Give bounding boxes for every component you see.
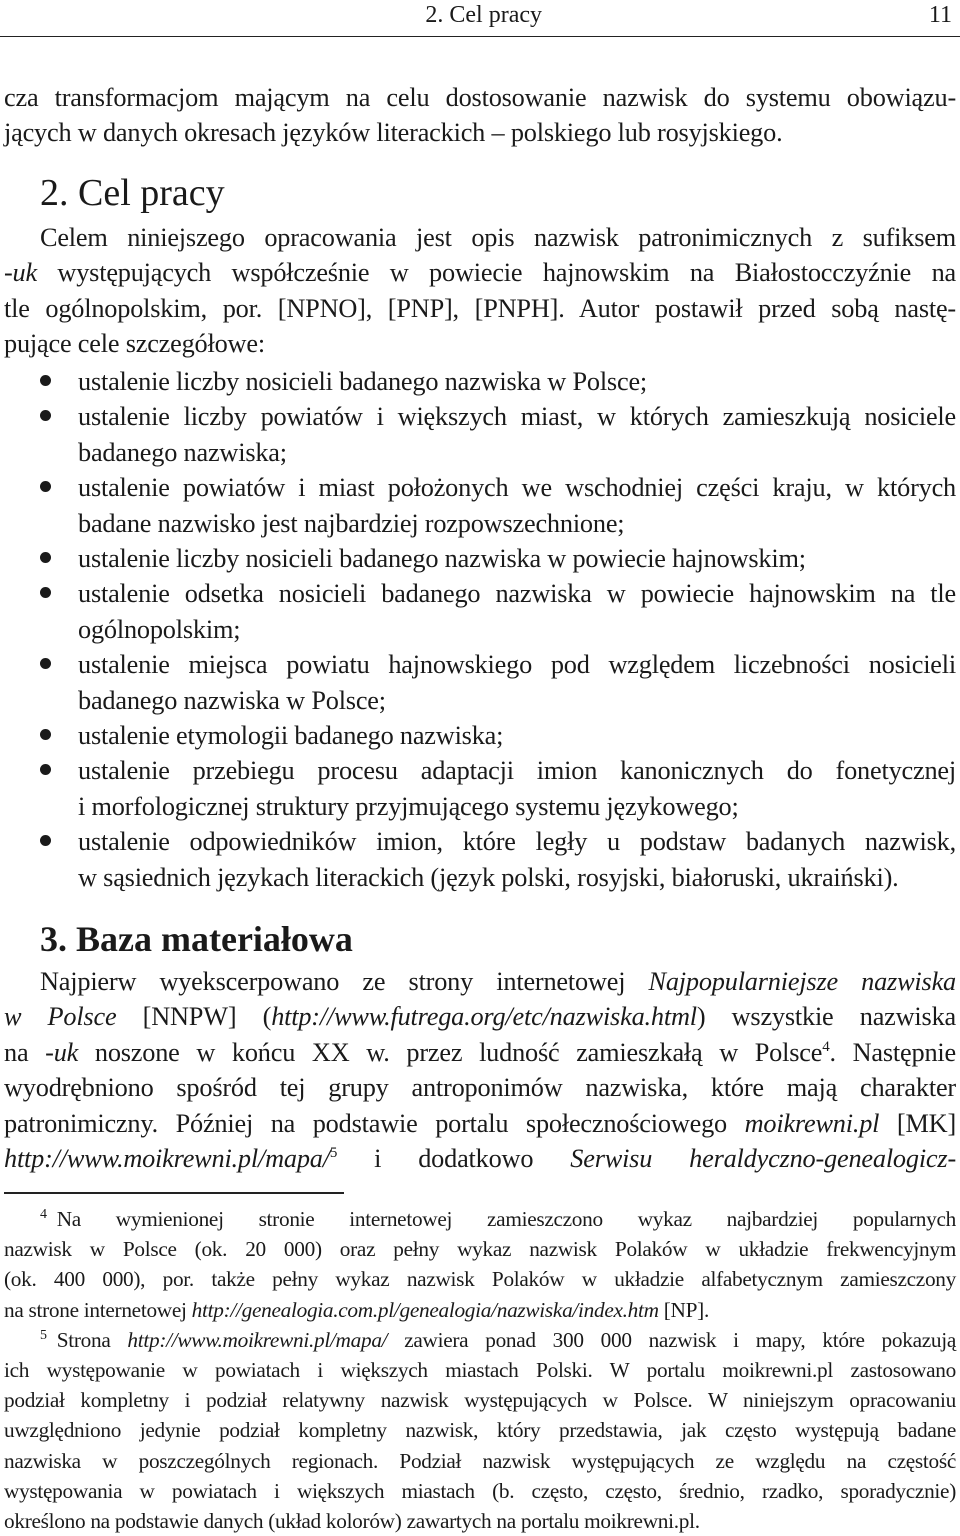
text-fragment: i dodatkowo [337,1144,571,1174]
footnote-number: 4 [40,1207,47,1222]
url-link: http://genealogia.com.pl/genealogia/nazwiska/index.htm [191,1297,659,1322]
text-line [4,1035,956,1070]
list-item-text: ustalenie odpowiedników imion, które legły u podstaw badanych nazwisk, [78,827,956,857]
section-3-paragraph [4,964,956,1176]
footnotes [4,1204,956,1536]
text-fragment: Na wymienionej stronie internetowej zamieszczono wykaz najbardziej popularnych [56,1207,956,1231]
text-fragment: [NP]. [658,1297,709,1322]
intro-paragraph [4,80,956,151]
text-fragment: zawiera ponad 300 000 nazwisk i mapy, które pokazują [387,1327,956,1352]
suffix-term: -uk [45,1037,79,1067]
footnote-ref: 4 [822,1038,830,1055]
list-item-text: ustalenie miejsca powiatu hajnowskiego pod względem liczebności nosicieli [78,650,956,680]
footnote-number: 5 [40,1327,47,1343]
url-link: http://www.futrega.org/etc/nazwiska.html [271,1002,697,1032]
text-fragment: ) wszystkie nazwiska [696,1002,956,1032]
list-item-text: ustalenie odsetka nosicieli badanego nazwiska w powiecie hajnowskim na tle [78,579,956,609]
section-heading: 2. Cel pracy [40,172,225,214]
footnote-line [4,1204,956,1234]
footnote-line: nazwiska w poszczególnych regionach. Podział nazwisk występujących ze względu na częstość [4,1448,956,1473]
source-title: w Polsce [4,1002,117,1032]
text-fragment: noszone w końcu XX w. przez ludność zamieszkałą w Polsce [78,1037,823,1067]
text-fragment: [NNPW] ( [116,1002,272,1032]
section-heading: 3. Baza materiałowa [40,919,353,959]
list-item-text: ustalenie etymologii badanego nazwiska; [78,721,504,751]
footnote-line: uwzględniono jedynie podział kompletny nazwisk, który przedstawia, jak często występują badane [4,1418,956,1443]
text-line [4,255,956,290]
list-item [4,541,956,576]
bullet-icon [40,375,51,386]
text-line [4,1141,956,1176]
list-item [4,576,956,647]
text-fragment: patronimiczny. Później na podstawie portalu społecznościowego [4,1108,745,1138]
list-item-text: ustalenie liczby powiatów i większych miast, w których zamieszkują nosiciele [78,402,956,432]
list-item [4,753,956,824]
text-fragment: występujących współcześnie w powiecie hajnowskim na Białostocczyźnie na [36,258,956,288]
footnote-line: ich występowanie w powiatach i większych miastach Polski. W portalu moikrewni.pl zastosowano [4,1358,956,1383]
bullet-icon [40,410,51,421]
text-line: tle ogólnopolskim, por. [NPNO], [PNP], [PNPH]. Autor postawił przed sobą nastę- [4,293,956,323]
footnote-line: podział kompletny i podział relatywny nazwisk występujących w Polsce. W niniejszym opracowaniu [4,1388,956,1413]
list-item [4,647,956,718]
running-header [0,0,960,37]
text-line [4,999,956,1034]
running-header-title: 2. Cel pracy [425,2,542,28]
list-item-text: ustalenie liczby nosicieli badanego nazwiska w Polsce; [78,367,648,396]
list-item-text: badanego nazwiska; [78,437,287,467]
source-title: Najpopularniejsze nazwiska [648,967,956,996]
footnote-line: nazwisk w Polsce (ok. 20 000) oraz pełny wykaz nazwisk Polaków w układzie frekwencyjnym [4,1237,956,1262]
bullet-icon [40,764,51,775]
text-line: Celem niniejszego opracowania jest opis nazwisk patronimicznych z sufiksem [40,223,956,252]
list-item-text: badanego nazwiska w Polsce; [78,685,386,715]
text-fragment: na strone internetowej [4,1297,192,1322]
page-number: 11 [928,2,952,28]
footnote-line: (ok. 400 000), por. także pełny wykaz nazwisk Polaków w układzie alfabetycznym zamieszczony [4,1267,956,1292]
text-fragment: Najpierw wyekscerpowano ze strony internetowej [40,967,649,996]
source-title: Serwisu heraldyczno-genealogicz- [570,1144,956,1174]
bullet-icon [40,729,51,740]
text-fragment: Strona [56,1327,128,1352]
url-link: http://www.moikrewni.pl/mapa/ [4,1144,330,1174]
text-line [4,964,956,999]
footnote-line [4,1325,956,1355]
list-item-text: i morfologicznej struktury przyjmującego systemu językowego; [78,791,739,821]
bullet-icon [40,658,51,669]
footnote-ref: 5 [329,1145,338,1162]
goals-list [4,364,956,895]
footnote-line [4,1295,956,1325]
bullet-icon [40,481,51,492]
list-item [4,470,956,541]
list-item-text: w sąsiednich językach literackich (język polski, rosyjski, białoruski, ukraiński). [78,862,899,892]
text-line [4,1106,956,1141]
text-line: jących w danych okresach języków literackich – polskiego lub rosyjskiego. [4,118,783,148]
bullet-icon [40,835,51,846]
footnote-divider [4,1192,344,1194]
section-2-paragraph [4,220,956,362]
list-item [4,824,956,895]
list-item-text: ustalenie przebiegu procesu adaptacji imion kanonicznych do fonetycznej [78,756,956,786]
footnote-line: określono na podstawie danych (układ kolorów) zawartych na portalu moikrewni.pl. [4,1509,700,1534]
url-link: http://www.moikrewni.pl/mapa/ [127,1327,388,1352]
suffix-term: -uk [4,258,37,288]
list-item [4,364,956,399]
text-line: pujące cele szczegółowe: [4,329,265,359]
text-fragment: na [4,1037,46,1067]
text-fragment: . Następnie [829,1037,956,1067]
list-item [4,399,956,470]
text-line: wyodrębniono spośród tej grupy antroponimów nazwiska, które mają charakter [4,1073,956,1103]
source-title: moikrewni.pl [744,1108,880,1138]
list-item-text: badane nazwisko jest najbardziej rozpowszechnione; [78,508,625,538]
bullet-icon [40,587,51,598]
list-item-text: ustalenie liczby nosicieli badanego nazwiska w powiecie hajnowskim; [78,544,806,574]
bullet-icon [40,552,51,563]
list-item-text: ogólnopolskim; [78,614,241,644]
list-item-text: ustalenie powiatów i miast położonych we wschodniej części kraju, w których [78,473,956,503]
footnote-line: występowania w powiatach i większych miastach (b. często, często, średnio, rzadko, sporadycznie) [4,1478,956,1503]
text-line: cza transformacjom mającym na celu dostosowanie nazwisk do systemu obowiązu- [4,83,956,112]
list-item [4,718,956,753]
text-fragment: [MK] [879,1108,956,1138]
